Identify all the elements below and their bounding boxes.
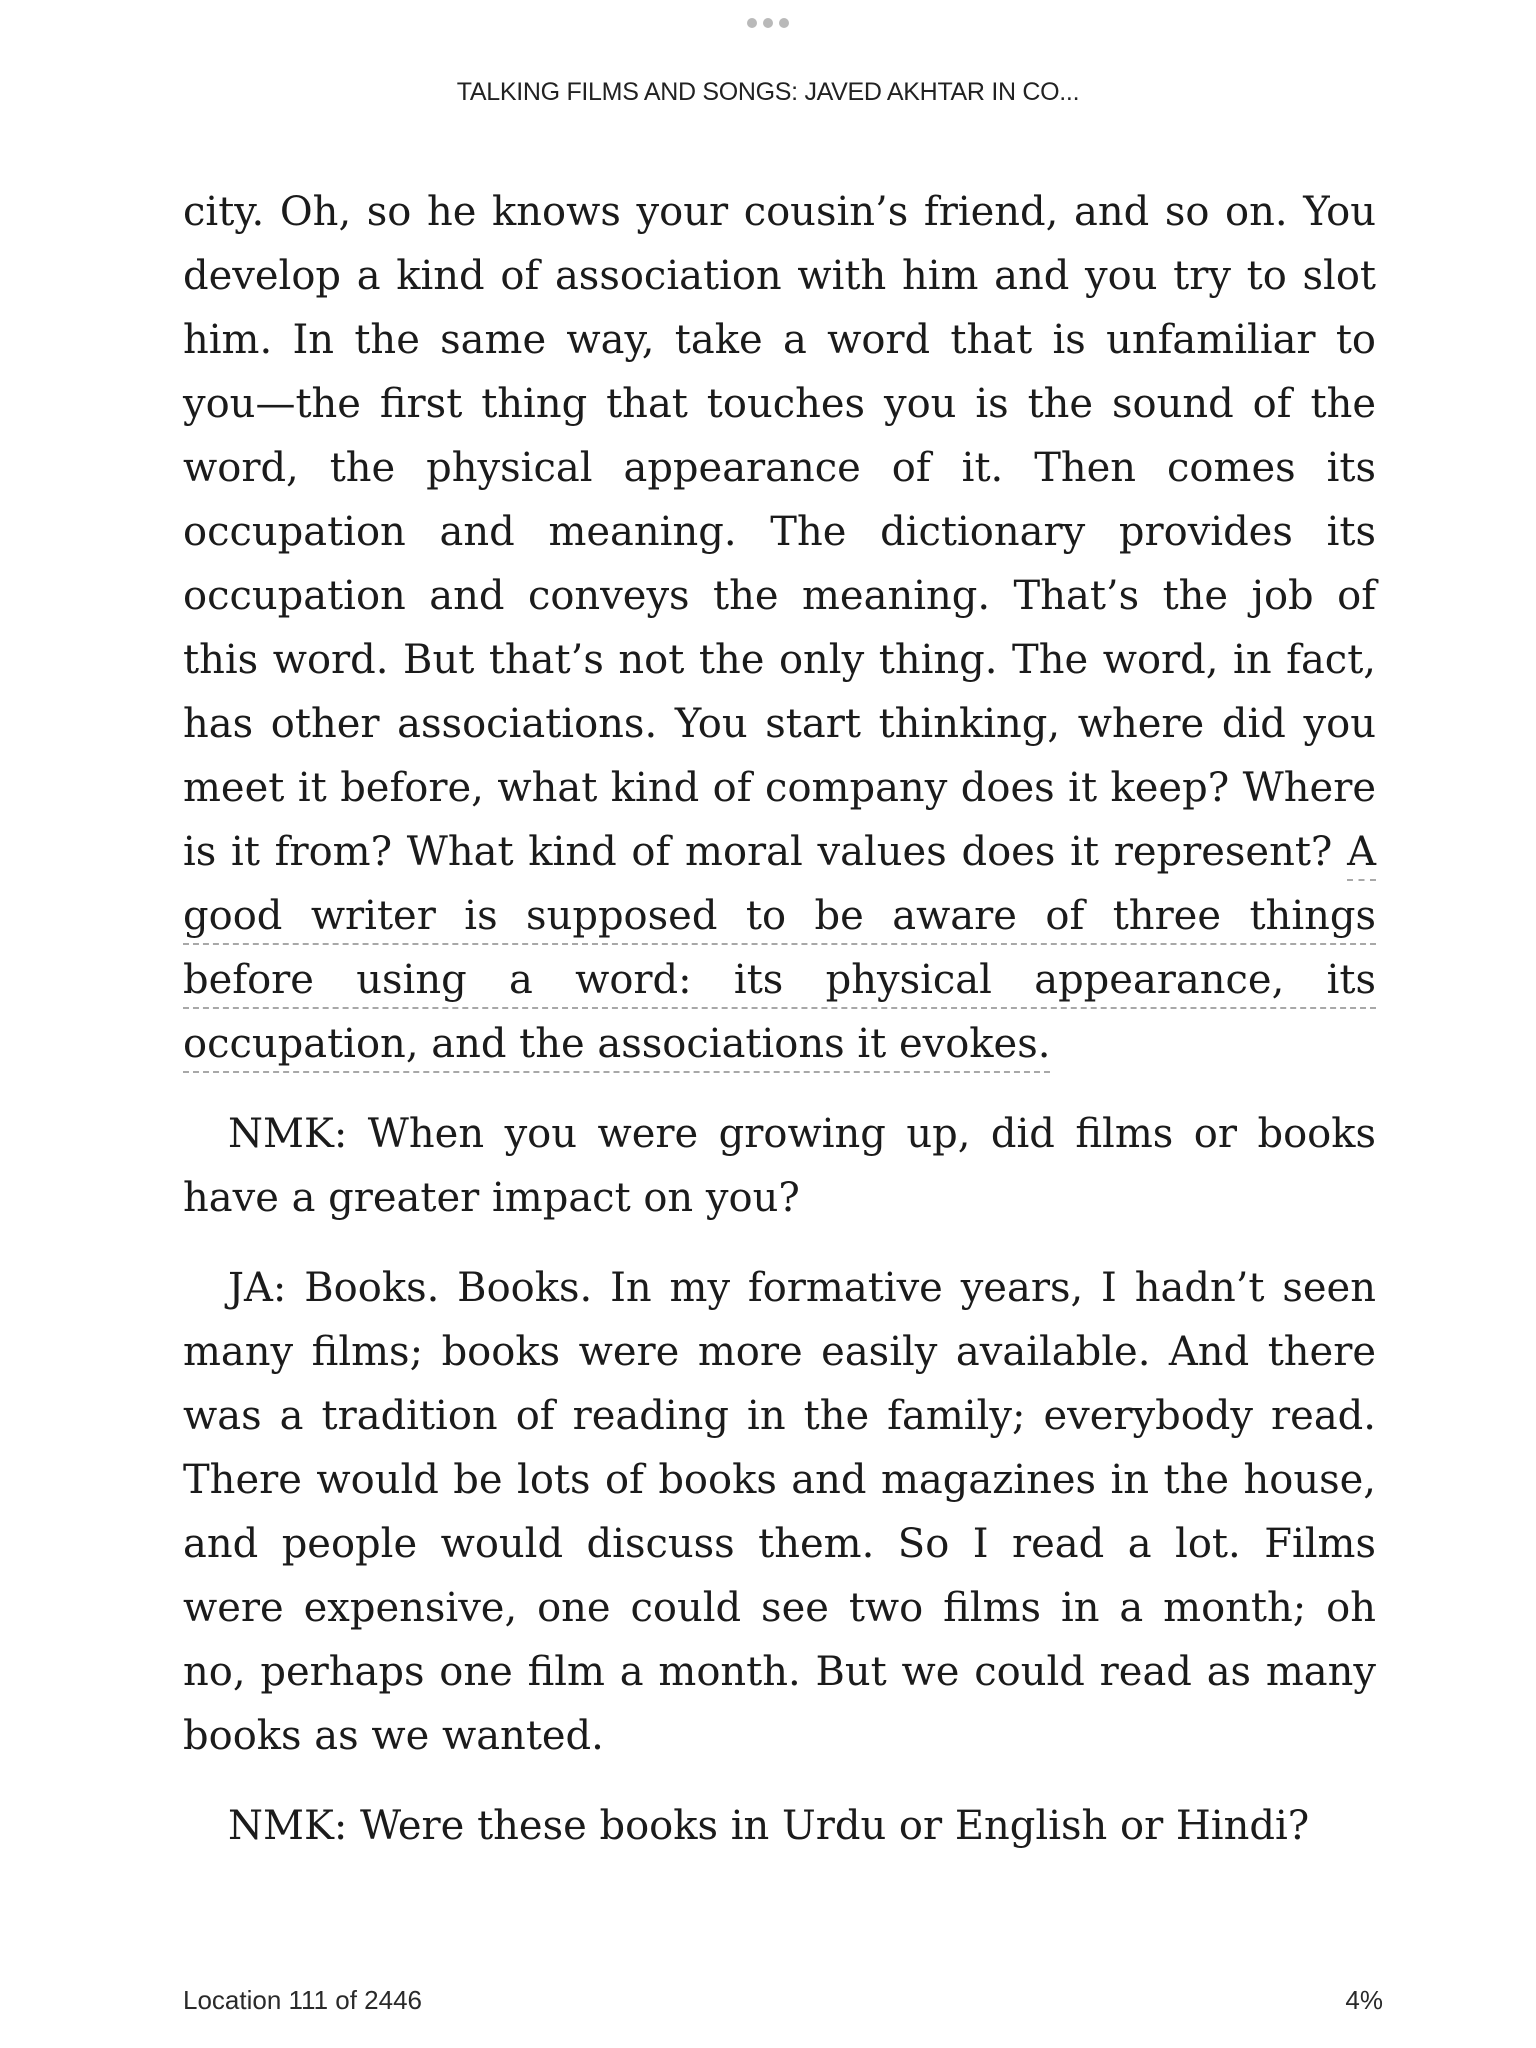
paragraph bbox=[183, 180, 1376, 1076]
location-indicator[interactable]: Location 111 of 2446 bbox=[183, 1985, 423, 2015]
book-title[interactable]: TALKING FILMS AND SONGS: JAVED AKHTAR IN CO... bbox=[456, 78, 1080, 106]
dot bbox=[779, 18, 789, 28]
paragraph-text: city. Oh, so he knows your cousin’s friend, and so on. You develop a kind of association with him and you try to slot him. In the same way, take a word that is unfamiliar to you—the first thing that touches you is the sound of the word, the physical appearance of it. Then comes its occupation and meaning. The dictionary provides its occupation and conveys the meaning. That’s the job of this word. But that’s not the only thing. The word, in fact, has other associations. You start thinking, where did you meet it before, what kind of company does it keep? Where is it from? What kind of moral values does it represent? bbox=[183, 189, 1376, 875]
paragraph: NMK: Were these books in Urdu or English or Hindi? bbox=[228, 1803, 1310, 1849]
dot bbox=[747, 18, 757, 28]
reading-progress-bar bbox=[183, 1985, 1383, 2016]
reading-pane[interactable] bbox=[183, 180, 1376, 1858]
dot bbox=[763, 18, 773, 28]
paragraph: JA: Books. Books. In my formative years, I hadn’t seen many films; books were more easily available. And there was a tradition of reading in the family; everybody read. There would be lots of books and magazines in the house, and people would discuss them. So I read a lot. Films were expensive, one could see two films in a month; oh no, perhaps one film a month. But we could read as many books as we wanted. bbox=[183, 1265, 1376, 1759]
paragraph: NMK: When you were growing up, did films or books have a greater impact on you? bbox=[183, 1111, 1376, 1221]
popular-highlight[interactable]: A good writer is supposed to be aware of three things before using a word: its physical appearance, its occupation, and the associations it evokes. bbox=[183, 829, 1376, 1067]
percent-indicator: 4% bbox=[1345, 1985, 1383, 2015]
more-dots-icon[interactable] bbox=[0, 18, 1536, 28]
